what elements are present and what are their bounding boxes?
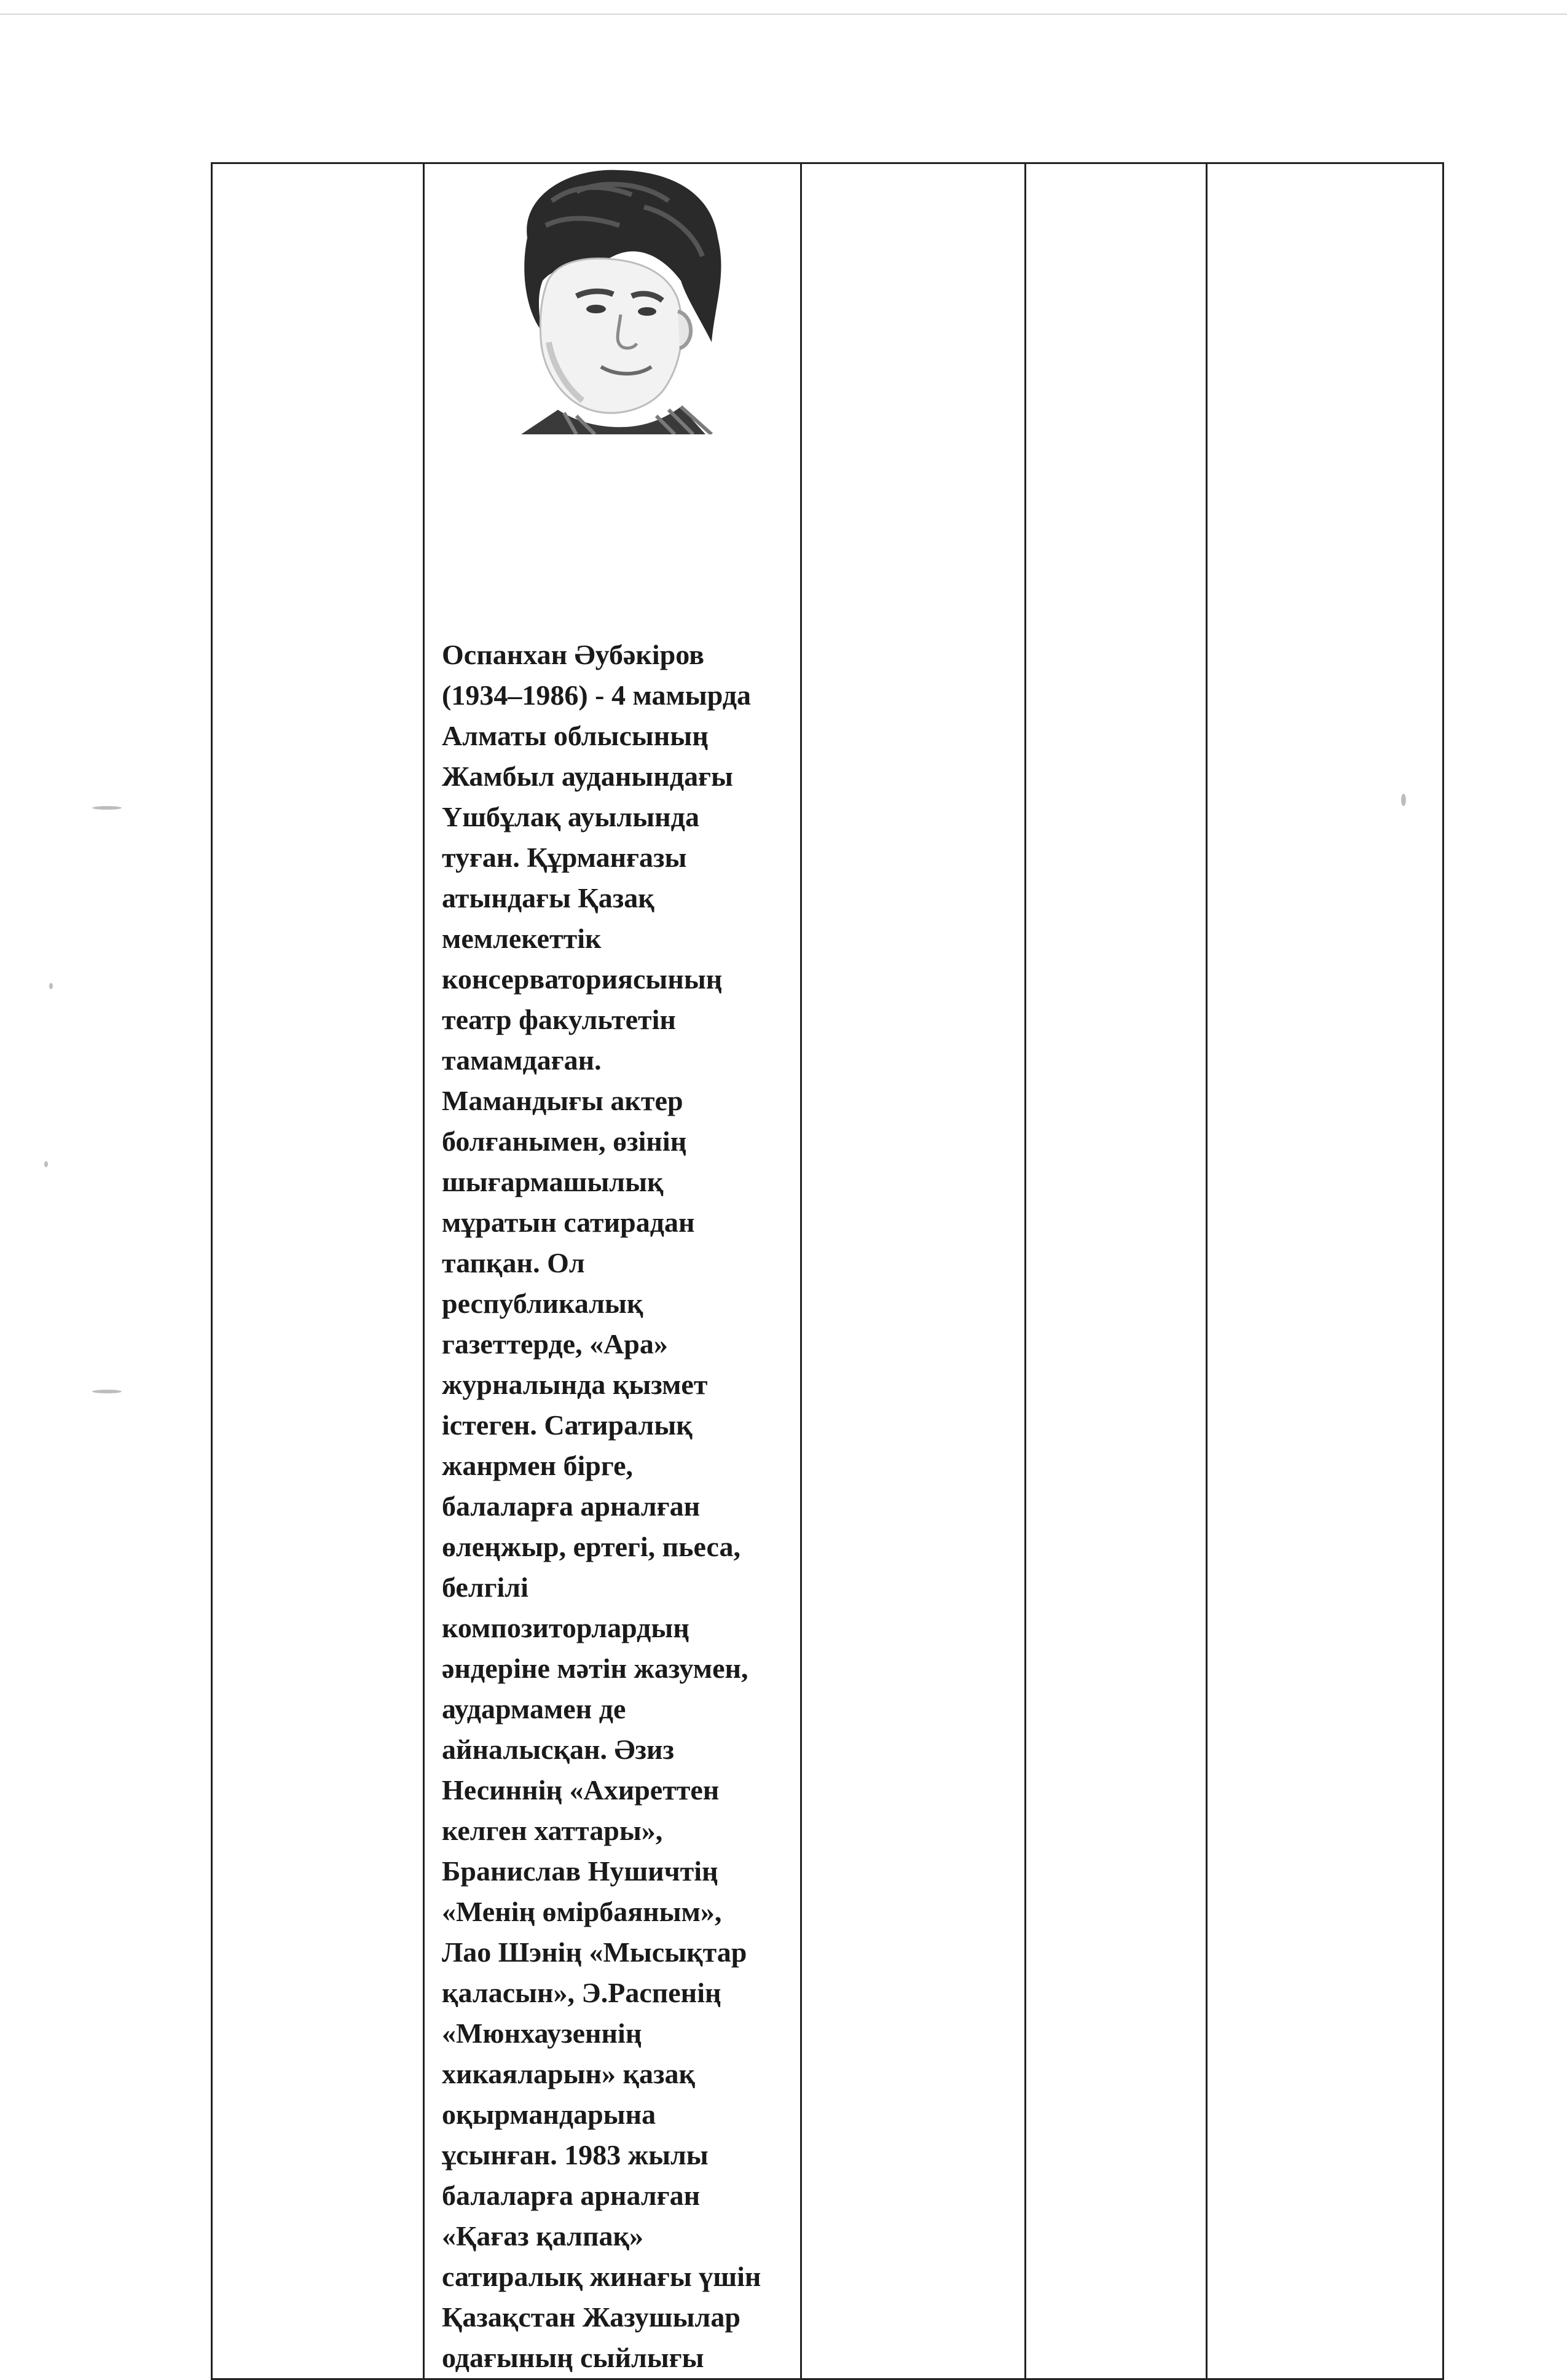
- biography-line: туған. Құрманғазы: [442, 842, 687, 873]
- biography-line: болғанымен, өзінің: [442, 1125, 687, 1157]
- scan-mark: [92, 806, 122, 810]
- biography-line: Үшбұлақ ауылында: [442, 801, 699, 832]
- biography-line: мемлекеттік: [442, 923, 602, 954]
- table-cell-empty: [1026, 163, 1207, 2379]
- table-cell-empty: [801, 163, 1026, 2379]
- biography-line: әндеріне мәтін жазумен,: [442, 1653, 748, 1684]
- biography-line: оқырмандарына: [442, 2099, 656, 2130]
- biography-line: «Менің өмірбаяным»,: [442, 1896, 722, 1927]
- biography-line: аудармамен де: [442, 1693, 626, 1724]
- biography-line: істеген. Сатиралық: [442, 1409, 693, 1441]
- biography-line: Оспанхан Әубәкіров: [442, 639, 704, 670]
- biography-line: Бранислав Нушичтің: [442, 1855, 718, 1887]
- biography-line: шығармашылық: [442, 1166, 664, 1197]
- biography-line: балаларға арналған: [442, 2180, 701, 2211]
- biography-line: «Қағаз қалпақ»: [442, 2220, 643, 2252]
- biography-line: қаласын», Э.Распенің: [442, 1977, 721, 2008]
- biography-line: Мамандығы актер: [442, 1085, 683, 1116]
- biography-line: республикалық: [442, 1288, 643, 1319]
- biography-line: тапқан. Ол: [442, 1247, 585, 1278]
- biography-line: жанрмен бірге,: [442, 1450, 634, 1481]
- biography-line: Жамбыл ауданындағы: [442, 761, 733, 792]
- biography-text: [425, 635, 781, 2378]
- biography-line: ұсынған. 1983 жылы: [442, 2139, 709, 2171]
- biography-line: Алматы облысының: [442, 720, 709, 751]
- biography-line: (1934–1986) - 4 мамырда: [442, 679, 751, 711]
- scan-mark: [92, 1390, 122, 1393]
- portrait-photo: [425, 164, 802, 434]
- biography-line: журналында қызмет: [442, 1369, 708, 1400]
- biography-line: театр факультетін: [442, 1004, 676, 1035]
- biography-line: белгілі: [442, 1572, 528, 1603]
- portrait-photo-icon: [484, 164, 742, 434]
- biography-line: одағының сыйлығы: [442, 2342, 704, 2373]
- biography-line: балаларға арналған: [442, 1490, 701, 1522]
- biography-line: өлеңжыр, ертегі, пьеса,: [442, 1531, 740, 1562]
- biography-line: композиторлардың: [442, 1612, 689, 1643]
- biography-line: хикаяларын» қазақ: [442, 2058, 696, 2089]
- biography-line: газеттерде, «Ара»: [442, 1328, 668, 1360]
- scan-mark: [49, 983, 53, 989]
- biography-line: атындағы Қазақ: [442, 882, 654, 914]
- scan-mark: [44, 1161, 48, 1167]
- table-row: [212, 163, 1443, 2379]
- biography-line: мұратын сатирадан: [442, 1207, 695, 1238]
- biography-line: Лао Шэнің «Мысықтар: [442, 1936, 747, 1968]
- biography-line: айналысқан. Әзиз: [442, 1734, 675, 1765]
- table-cell-empty: [1207, 163, 1443, 2379]
- biography-line: «Мюнхаузеннің: [442, 2018, 642, 2049]
- biography-line: Қазақстан Жазушылар: [442, 2301, 740, 2333]
- scan-page-edge: [0, 14, 1567, 15]
- table-cell-empty: [212, 163, 424, 2379]
- biography-line: тамамдаған.: [442, 1044, 602, 1076]
- table-cell-biography: [424, 163, 801, 2379]
- document-table: [211, 162, 1444, 2380]
- biography-line: консерваториясының: [442, 963, 723, 995]
- biography-line: сатиралық жинағы үшін: [442, 2261, 761, 2292]
- biography-line: Несиннің «Ахиреттен: [442, 1774, 720, 1806]
- biography-line: келген хаттары»,: [442, 1815, 663, 1846]
